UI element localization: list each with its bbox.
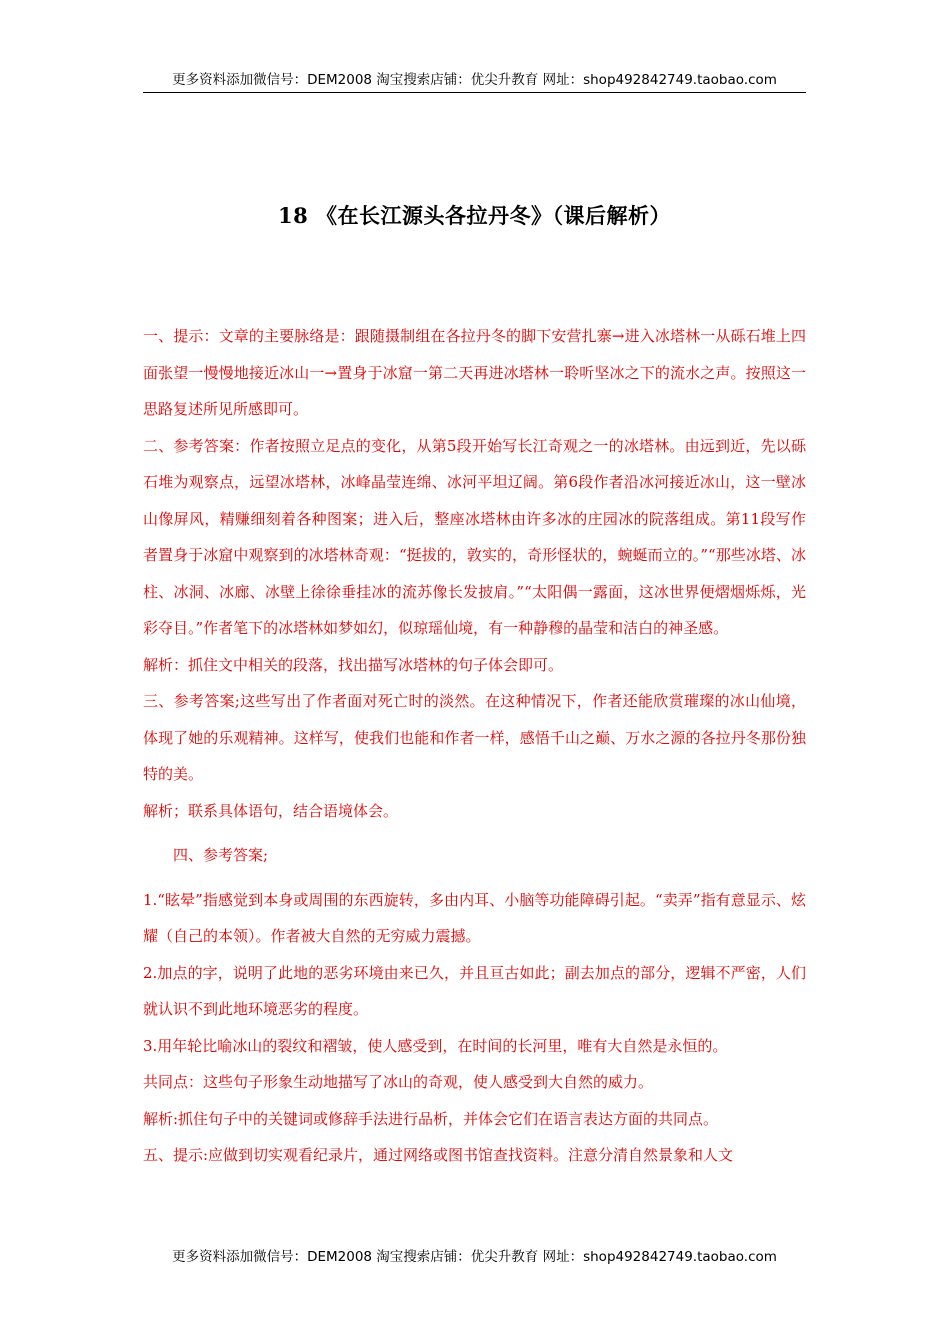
answer-content xyxy=(143,318,806,1174)
answer-four-item-1: 1.“眩晕”指感觉到本身或周围的东西旋转，多由内耳、小脑等功能障碍引起。“卖弄”指有意显示、炫耀（自己的本领）。作者被大自然的无穷威力震撼。 xyxy=(143,890,806,945)
answer-four-heading: 四、参考答案; xyxy=(173,846,269,864)
answer-one: 一、提示：文章的主要脉络是：跟随摄制组在各拉丹冬的脚下安营扎寨→进入冰塔林一从砾石堆上四面张望一慢慢地接近冰山一→置身于冰窟一第二天再进冰塔林一聆听坚冰之下的流水之声。按照这一思路复述所见所感即可。 xyxy=(143,327,806,418)
common-point: 共同点：这些句子形象生动地描写了冰山的奇观，使人感受到大自然的威力。 xyxy=(143,1073,654,1091)
answer-four-item-2: 2.加点的字，说明了此地的恶劣环境由来已久，并且亘古如此；副去加点的部分，逻辑不严密，人们就认识不到此地环境恶劣的程度。 xyxy=(143,963,806,1018)
page-footer: 更多资料添加微信号：DEM2008 淘宝搜索店铺：优尖升教育 网址：shop492842749.taobao.com xyxy=(172,1249,777,1265)
page-header: 更多资料添加微信号：DEM2008 淘宝搜索店铺：优尖升教育 网址：shop492842749.taobao.com xyxy=(143,68,806,93)
analysis-four: 解析:抓住句子中的关键词或修辞手法进行品析，并体会它们在语言表达方面的共同点。 xyxy=(143,1109,719,1128)
answer-five: 五、提示:应做到切实观看纪录片，通过网络或图书馆查找资料。注意分清自然景象和人文 xyxy=(143,1146,734,1164)
answer-four-item-3: 3.用年轮比喻冰山的裂纹和褶皱，使人感受到，在时间的长河里，唯有大自然是永恒的。 xyxy=(143,1036,728,1055)
analysis-three: 解析；联系具体语句，结合语境体会。 xyxy=(143,801,399,820)
analysis-two: 解析：抓住文中相关的段落，找出描写冰塔林的句子体会即可。 xyxy=(143,655,564,674)
answer-three: 三、参考答案;这些写出了作者面对死亡时的淡然。在这种情况下，作者还能欣赏璀璨的冰山仙境，体现了她的乐观精神。这样写，使我们也能和作者一样，感悟千山之巅、万水之源的各拉丹冬那份独特的美。 xyxy=(143,692,806,783)
answer-two: 二、参考答案：作者按照立足点的变化，从第5段开始写长江奇观之一的冰塔林。由远到近，先以砾石堆为观察点，远望冰塔林，冰峰晶莹连绵、冰河平坦辽阔。第6段作者沿冰河接近冰山，这一壁冰山像屏风，精赚细刻着各种图案；进入后，整座冰塔林由许多冰的庄园冰的院落组成。第11段写作者置身于冰窟中观察到的冰塔林奇观：“挺拔的，敦实的，奇形怪状的，蜿蜒而立的。”“那些冰塔、冰柱、冰洞、冰廊、冰壁上徐徐垂挂冰的流苏像长发披肩。”“太阳偶一露面，这冰世界便熠烟烁烁，光彩夺目。”作者笔下的冰塔林如梦如幻，似琼瑶仙境，有一种静穆的晶莹和洁白的神圣感。 xyxy=(143,436,806,637)
page-title: 18 《在长江源头各拉丹冬》（课后解析） xyxy=(277,203,672,228)
